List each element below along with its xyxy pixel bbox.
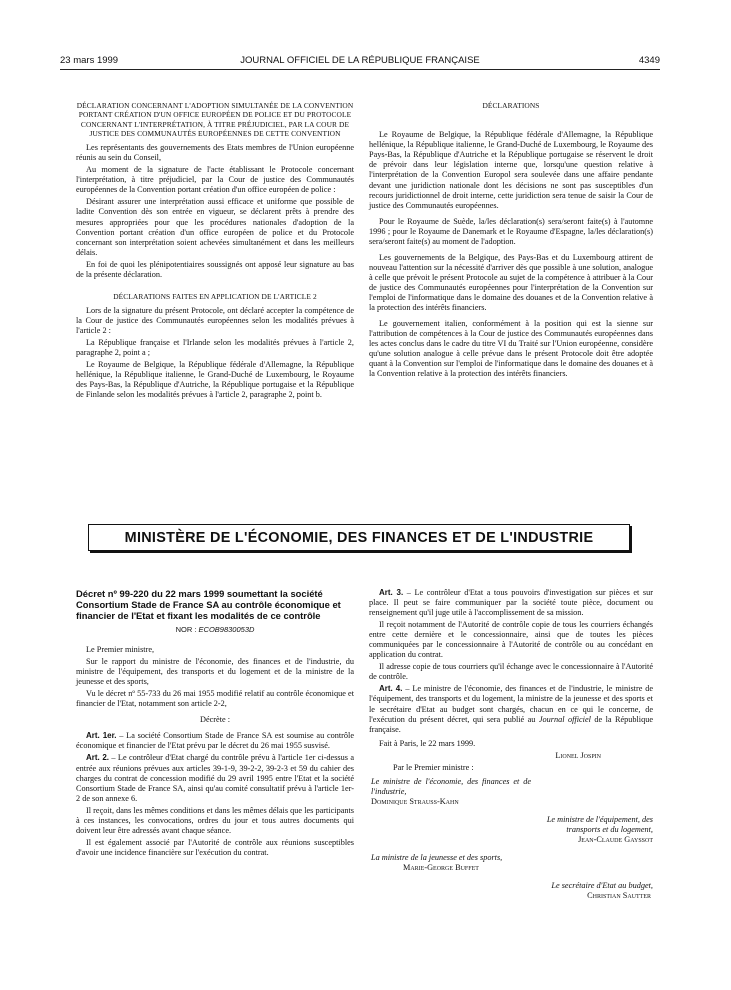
ministry-banner: MINISTÈRE DE L'ÉCONOMIE, DES FINANCES ET DE L'INDUSTRIE [88, 524, 630, 551]
decree-title: Décret nº 99-220 du 22 mars 1999 soumettant la société Consortium Stade de France SA au contrôle économique et financier de l'Etat et fixant les modalités de ce contrôle [76, 588, 341, 621]
declarations-title: DÉCLARATIONS [482, 101, 540, 110]
header-rule [60, 69, 660, 70]
paragraph: Il est également associé par l'Autorité de contrôle aux réunions susceptibles d'avoir une incidence financière sur l'exécution du contrat. [76, 837, 354, 857]
page-header [60, 55, 660, 69]
paragraph: Au moment de la signature de l'acte établissant le Protocole concernant l'interprétation, à titre préjudiciel, par la Cour de justice des Communautés européennes de la Convention portant création d'un office européen de police : [76, 165, 354, 195]
paragraph: Vu le décret nº 55-733 du 26 mai 1955 modifié relatif au contrôle économique et financier de l'Etat, notamment son article 2-2, [76, 689, 354, 709]
article-text: – Le contrôleur d'Etat chargé du contrôle prévu à l'article 1er ci-dessus a entrée aux réunions prévues aux articles 39-1-9, 39-2-2, 39-2-3 et 59 du cahier des charges du contrat de concession modifié du 29 avril 1995 entre l'Etat et la société Consortium Stade de France SA, ainsi qu'au comité consultatif prévu à l'article 1er-2 de son annexe 6. [76, 753, 355, 803]
signatures [369, 751, 653, 902]
article-text: – Le ministre de l'économie, des finances et de l'industrie, le ministre de l'équipement, des transports et du logement, la ministre de la jeunesse et des sports et le secrétaire d'Etat au budget sont chargés, chacun en ce qui le concerne, de l'exécution du présent décret, qui sera publié au [369, 684, 654, 724]
declaration-title: DÉCLARATION CONCERNANT L'ADOPTION SIMULTANÉE DE LA CONVENTION PORTANT CRÉATION D'UN OFFICE EUROPÉEN DE POLICE ET DU PROTOCOLE CONCERNANT L'INTERPRÉTATION, À TITRE PRÉJUDICIEL, PAR LA COUR DE JUSTICE DES COMMUNAUTÉS EUROPÉENNES DE CETTE CONVENTION [76, 101, 354, 138]
declarations-article2-title: DÉCLARATIONS FAITES EN APPLICATION DE L'ARTICLE 2 [113, 291, 317, 301]
paragraph: Il adresse copie de tous courriers qu'il échange avec le concessionnaire à l'Autorité de contrôle. [369, 662, 653, 682]
paragraph: Désirant assurer une interprétation aussi efficace et uniforme que possible de ladite Convention dès son entrée en vigueur, se déclarent prêts à prendre des mesures appropriées pour que les procédures nationales d'adoption de la Convention portant création d'un office européen de police et du Protocole concernant son interprétation soient achevées simultanément et dans les meilleurs délais. [76, 197, 354, 257]
signature-name: Lionel Jospin [555, 750, 601, 760]
article-3 [369, 588, 653, 618]
paragraph: Pour le Royaume de Suède, la/les déclaration(s) sera/seront faite(s) à l'automne 1996 ; pour le Royaume de Danemark et le Royaume d'Espagne, la/les déclaration(s) sera/seront faite(s) au moment de l'adoption. [369, 216, 653, 246]
by-prime-minister: Par le Premier ministre : [393, 762, 474, 772]
paragraph: Les gouvernements de la Belgique, des Pays-Bas et du Luxembourg attirent de nouveau l'attention sur la nécessité d'arriver dès que possible à une solution, analogue à celle que prévoit le présent Protocole au sujet de la compétence à attribuer à la Cour de justice des Communautés européennes pour l'interprétation de la Convention sur l'emploi de l'informatique dans le domaine des douanes et de la Convention relative à la protection des intérêts financiers. [369, 252, 653, 313]
signature-name: Dominique Strauss-Kahn [371, 796, 459, 806]
article-text: – Le contrôleur d'Etat a tous pouvoirs d'investigation sur pièces et sur place. Il peut se faire communiquer par la société toute pièce, document ou renseignement qu'il juge utile à l'accomplissement de sa mission. [369, 588, 653, 618]
nor-reference [76, 625, 354, 635]
paragraph: Les représentants des gouvernements des Etats membres de l'Union européenne réunis au sein du Conseil, [76, 143, 354, 163]
header-journal-title: JOURNAL OFFICIEL DE LA RÉPUBLIQUE FRANÇAISE [240, 55, 480, 66]
decree-right-column [369, 588, 653, 901]
article-text: – La société Consortium Stade de France SA est soumise au contrôle économique et financier de l'Etat prévu par le décret du 26 mai 1955 susvisé. [76, 731, 355, 751]
paragraph: Lors de la signature du présent Protocole, ont déclaré accepter la compétence de la Cour de justice des Communautés européennes selon les modalités prévues à l'article 2 : [76, 306, 354, 336]
signature-role: Le secrétaire d'Etat au budget, [551, 881, 653, 891]
top-right-column [369, 101, 653, 381]
signature-name: Christian Sautter [587, 891, 651, 901]
header-page-number: 4349 [638, 55, 660, 66]
article-label: Art. 3. [379, 588, 404, 597]
article-1 [76, 731, 354, 751]
article-2 [76, 753, 354, 803]
top-left-column [76, 101, 354, 403]
article-text: de la République française. [369, 714, 653, 734]
paragraph: La République française et l'Irlande selon les modalités prévues à l'article 2, paragraphe 2, point a ; [76, 338, 354, 358]
paragraph: Il reçoit notamment de l'Autorité de contrôle copie de tous les courriers échangés entre cette dernière et le concessionnaire, ainsi que de toutes les pièces communiquées par le concessionnaire à l'Autorité de contrôle ou au concédant en application du contrat. [369, 620, 653, 660]
paragraph: Sur le rapport du ministre de l'économie, des finances et de l'industrie, du ministre de l'équipement, des transports et du logement et de la ministre de la jeunesse et des sports, [76, 657, 354, 687]
signature-role: Le ministre de l'équipement, des transports et du logement, [546, 814, 653, 834]
decrete: Décrète : [200, 715, 230, 725]
done-at-paris: Fait à Paris, le 22 mars 1999. [379, 738, 476, 748]
article-label: Art. 4. [379, 684, 403, 694]
paragraph: Le Premier ministre, [86, 645, 155, 655]
signature-role: Le ministre de l'économie, des finances et de l'industrie, [371, 776, 531, 796]
signature-role: La ministre de la jeunesse et des sports, [371, 853, 503, 863]
header-date: 23 mars 1999 [60, 55, 119, 66]
paragraph: Le gouvernement italien, conformément à la position qui est la sienne sur l'attribution de compétences à la Cour de justice des Communautés européennes dans les actes conclus dans le cadre du titre VI du Traité sur l'Union européenne, considère qu'une solution analogue à celle prévue dans le présent Protocole doit être adoptée quant à la Convention sur l'emploi de l'informatique dans le domaine des douanes et à la Convention relative à la protection des intérêts financiers. [369, 319, 653, 379]
decree-left-column [76, 588, 354, 860]
signature-name: Jean-Claude Gayssot [578, 835, 653, 845]
paragraph: Il reçoit, dans les mêmes conditions et dans les mêmes délais que les participants à ces instances, les convocations, ordres du jour et tous autres documents qui doivent leur être adressés avant chaque séance. [76, 805, 354, 835]
journal-name: Journal officiel [538, 714, 591, 724]
nor-value: ECOB9830053D [198, 625, 255, 634]
article-label: Art. 1er. [86, 731, 117, 741]
paragraph: Le Royaume de Belgique, la République fédérale d'Allemagne, la République hellénique, la République italienne, le Grand-Duché de Luxembourg, le Royaume des Pays-Bas, la République d'Autriche, la République portugaise et la République de Finlande selon les modalités prévues à l'article 2, paragraphe 2, point b. [76, 360, 354, 400]
signature-name: Marie-George Buffet [403, 863, 479, 873]
article-label: Art. 2. [86, 753, 109, 763]
paragraph: En foi de quoi les plénipotentiaires soussignés ont apposé leur signature au bas de la présente déclaration. [76, 259, 354, 279]
paragraph: Le Royaume de Belgique, la République fédérale d'Allemagne, la République hellénique, la République italienne, le Grand-Duché de Luxembourg, le Royaume des Pays-Bas, la République d'Autriche et la République portugaise se réservent le droit de prévoir dans leur législation interne que, lorsqu'une question relative à l'interprétation de la Convention Europol sera soulevée dans une affaire pendante devant une juridiction nationale dont les décisions ne sont pas susceptibles d'un recours juridictionnel de droit interne, cette juridiction sera tenue de saisir la Cour de justice des Communautés européennes. [369, 130, 653, 210]
nor-label: NOR : [175, 625, 197, 634]
article-4 [369, 684, 653, 734]
